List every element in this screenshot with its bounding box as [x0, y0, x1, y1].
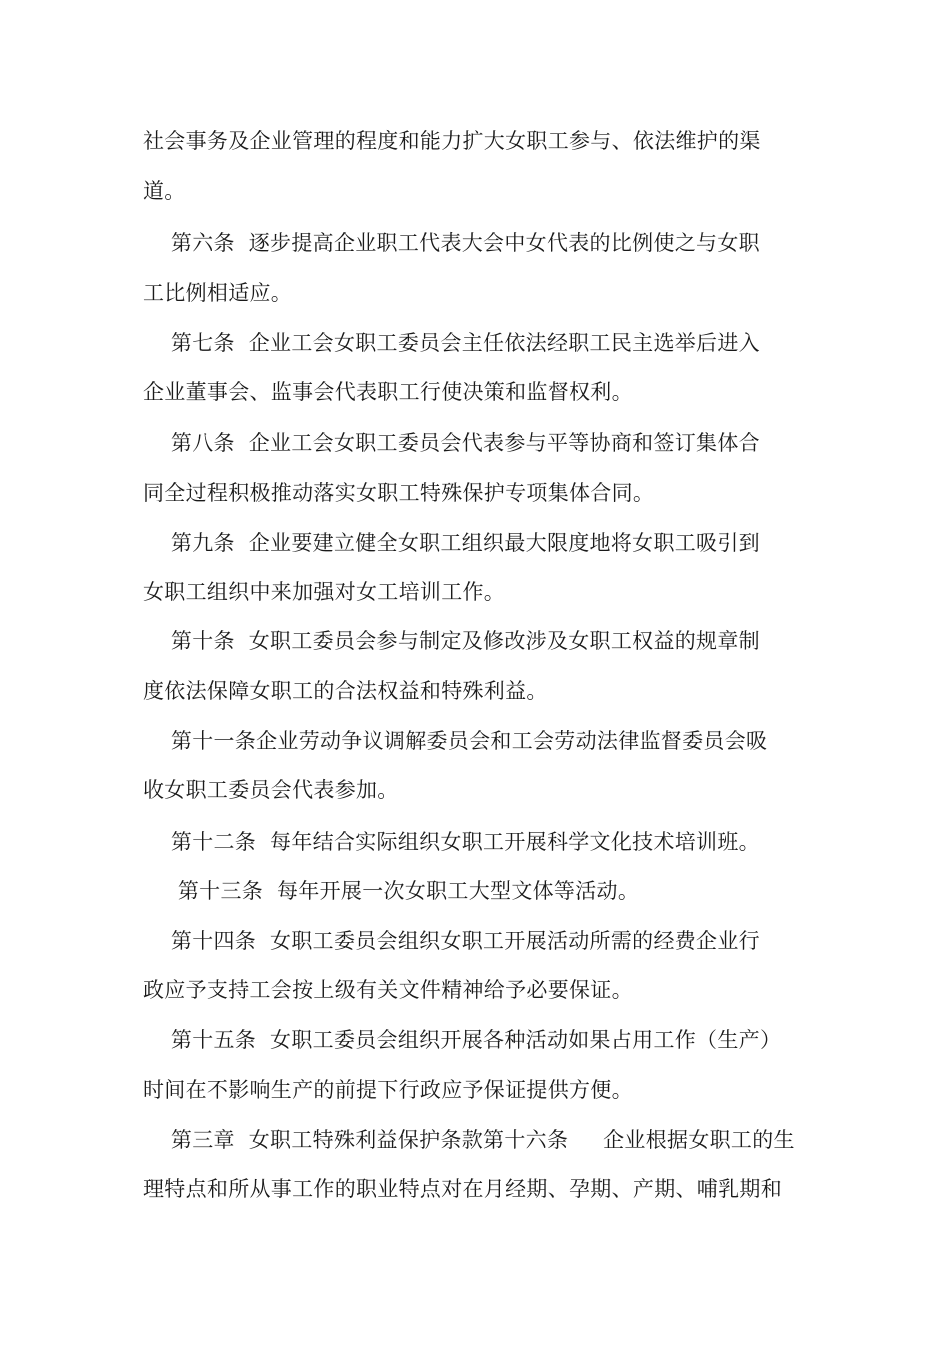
- text-line: 第十条 女职工委员会参与制定及修改涉及女职工权益的规章制: [143, 629, 760, 653]
- text-line: 度依法保障女职工的合法权益和特殊利益。: [143, 679, 548, 703]
- text-line: 第三章 女职工特殊利益保护条款第十六条 企业根据女职工的生: [143, 1128, 795, 1152]
- text-line: 第九条 企业要建立健全女职工组织最大限度地将女职工吸引到: [143, 531, 760, 555]
- text-line: 收女职工委员会代表参加。: [143, 778, 399, 802]
- text-line: 第十四条 女职工委员会组织女职工开展活动所需的经费企业行: [143, 929, 760, 953]
- text-line: 第十二条 每年结合实际组织女职工开展科学文化技术培训班。: [143, 830, 760, 854]
- text-line: 第十五条 女职工委员会组织开展各种活动如果占用工作（生产）: [143, 1028, 782, 1052]
- text-line: 工比例相适应。: [143, 281, 293, 305]
- text-line: 第七条 企业工会女职工委员会主任依法经职工民主选举后进入: [143, 331, 760, 355]
- text-line: 第八条 企业工会女职工委员会代表参与平等协商和签订集体合: [143, 431, 760, 455]
- text-line: 政应予支持工会按上级有关文件精神给予必要保证。: [143, 978, 633, 1002]
- text-line: 时间在不影响生产的前提下行政应予保证提供方便。: [143, 1078, 633, 1102]
- text-line: 女职工组织中来加强对女工培训工作。: [143, 580, 506, 604]
- text-line: 理特点和所从事工作的职业特点对在月经期、孕期、产期、哺乳期和: [143, 1177, 782, 1201]
- text-line: 企业董事会、监事会代表职工行使决策和监督权利。: [143, 380, 633, 404]
- text-line: 同全过程积极推动落实女职工特殊保护专项集体合同。: [143, 481, 655, 505]
- text-line: 第十三条 每年开展一次女职工大型文体等活动。: [143, 879, 640, 903]
- text-line: 社会事务及企业管理的程度和能力扩大女职工参与、依法维护的渠: [143, 129, 761, 153]
- text-line: 第十一条企业劳动争议调解委员会和工会劳动法律监督委员会吸: [143, 729, 768, 753]
- text-line: 道。: [143, 179, 186, 203]
- text-line: 第六条 逐步提高企业职工代表大会中女代表的比例使之与女职: [143, 231, 760, 255]
